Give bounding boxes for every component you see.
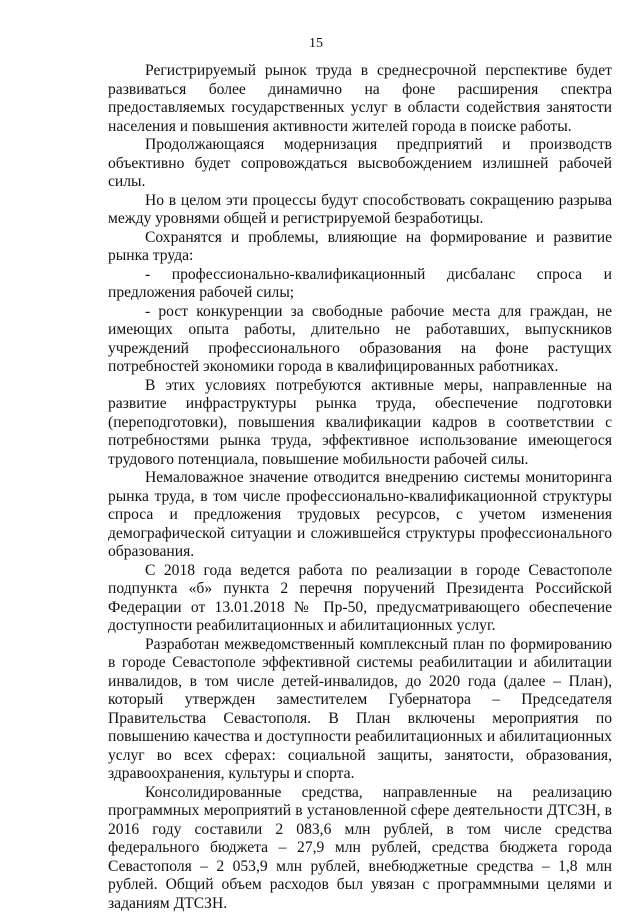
page-number: 15: [0, 36, 632, 52]
paragraph-rehabilitation-2018: С 2018 года ведется работа по реализации в городе Севастополе подпункта «б» пункта 2 перечня поручений Президента Российской Федерации от 13.01.2018 № Пр-50, предусматривающего обеспечение доступности реабилитационных и абилитационных услуг.: [108, 562, 612, 636]
paragraph-unemployment-gap: Но в целом эти процессы будут способствовать сокращению разрыва между уровнями общей и регистрируемой безработицы.: [108, 192, 612, 229]
document-body: [108, 62, 612, 913]
paragraph-modernization: Продолжающаяся модернизация предприятий и производств объективно будет сопровождаться высвобождением излишней рабочей силы.: [108, 136, 612, 192]
paragraph-problems-intro: Сохранятся и проблемы, влияющие на формирование и развитие рынка труда:: [108, 229, 612, 266]
list-item-imbalance: - профессионально-квалификационный дисбаланс спроса и предложения рабочей силы;: [108, 266, 612, 303]
paragraph-active-measures: В этих условиях потребуются активные меры, направленные на развитие инфраструктуры рынка труда, обеспечение подготовки (переподготовки), повышения квалификации кадров в соответствии с потребностями рынка труда, эффективное использование имеющегося трудового потенциала, повышение мобильности рабочей силы.: [108, 377, 612, 470]
paragraph-labor-market-outlook: Регистрируемый рынок труда в среднесрочной перспективе будет развиваться более динамично на фоне расширения спектра предоставляемых государственных услуг в области содействия занятости населения и повышения активности жителей города в поиске работы.: [108, 62, 612, 136]
paragraph-funding: Консолидированные средства, направленные на реализацию программных мероприятий в установленной сфере деятельности ДТСЗН, в 2016 году составили 2 083,6 млн рублей, в том числе средства федерального бюджета – 27,9 млн рублей, средства бюджета города Севастополя – 2 053,9 млн рублей, внебюджетные средства – 1,8 млн рублей. Общий объем расходов был увязан с программными целями и заданиям ДТСЗН.: [108, 784, 612, 913]
paragraph-interagency-plan: Разработан межведомственный комплексный план по формированию в городе Севастополе эффективной системы реабилитации и абилитации инвалидов, в том числе детей-инвалидов, до 2020 года (далее – План), который утвержден заместителем Губернатора – Председателя Правительства Севастополя. В План включены мероприятия по повышению качества и доступности реабилитационных и абилитационных услуг во всех сферах: социальной защиты, занятости, образования, здравоохранения, культуры и спорта.: [108, 636, 612, 784]
list-item-competition: - рост конкуренции за свободные рабочие места для граждан, не имеющих опыта работы, длительно не работавших, выпускников учреждений профессионального образования на фоне растущих потребностей экономики города в квалифицированных работниках.: [108, 303, 612, 377]
paragraph-monitoring: Немаловажное значение отводится внедрению системы мониторинга рынка труда, в том числе профессионально-квалификационной структуры спроса и предложения трудовых ресурсов, с учетом изменения демографической ситуации и сложившейся структуры профессионального образования.: [108, 469, 612, 562]
